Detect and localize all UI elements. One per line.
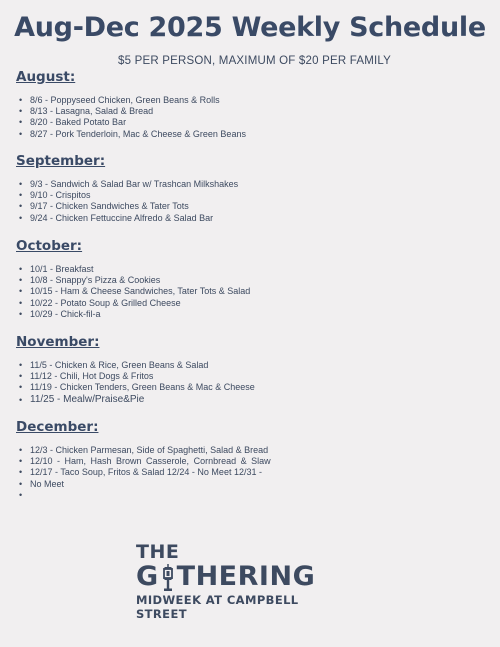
logo-wordmark (136, 563, 336, 591)
menu-list (16, 95, 486, 140)
list-item: • 10/29 - Chick-fil-a (16, 309, 486, 320)
list-item: • 8/27 - Pork Tenderloin, Mac & Cheese & Green Beans (16, 129, 486, 140)
list-item: • 12/17 - Taco Soup, Fritos & Salad 12/24 - No Meet 12/31 - (16, 467, 486, 478)
list-item: • 9/10 - Crispitos (16, 190, 486, 201)
month-section-september (16, 153, 486, 224)
list-item: • 10/15 - Ham & Cheese Sandwiches, Tater Tots & Salad (16, 286, 486, 297)
list-item: • 10/1 - Breakfast (16, 264, 486, 275)
month-section-october (16, 238, 486, 320)
logo-tagline: MIDWEEK AT CAMPBELL STREET (136, 593, 299, 621)
list-item (16, 490, 486, 501)
month-heading: December: (16, 419, 99, 435)
month-heading: October: (16, 238, 83, 254)
menu-list (16, 264, 486, 320)
list-item: • 8/6 - Poppyseed Chicken, Green Beans & Rolls (16, 95, 486, 106)
menu-list (16, 360, 486, 406)
list-item: • 9/3 - Sandwich & Salad Bar w/ Trashcan Milkshakes (16, 179, 486, 190)
month-section-december (16, 419, 486, 501)
lamppost-icon (160, 563, 176, 591)
month-heading: November: (16, 334, 100, 350)
month-section-august (16, 69, 486, 140)
month-heading: August: (16, 69, 76, 85)
list-item: • 12/3 - Chicken Parmesan, Side of Spaghetti, Salad & Bread (16, 445, 486, 456)
menu-list (16, 179, 486, 224)
list-item: • 10/22 - Potato Soup & Grilled Cheese (16, 298, 486, 309)
month-section-november (16, 334, 486, 406)
list-item: • 9/24 - Chicken Fettuccine Alfredo & Salad Bar (16, 213, 486, 224)
list-item: • 9/17 - Chicken Sandwiches & Tater Tots (16, 201, 486, 212)
menu-list (16, 445, 486, 501)
the-gathering-logo (136, 542, 336, 621)
list-item: • 11/25 - Mealw/Praise&Pie (16, 394, 486, 407)
list-item: • 10/8 - Snappy's Pizza & Cookies (16, 275, 486, 286)
list-item: • 11/19 - Chicken Tenders, Green Beans & Mac & Cheese (16, 382, 486, 393)
list-item: • 8/20 - Baked Potato Bar (16, 117, 486, 128)
logo-letters-thering: THERING (176, 561, 316, 592)
page-subtitle: $5 PER PERSON, MAXIMUM OF $20 PER FAMILY (118, 55, 391, 67)
month-heading: September: (16, 153, 106, 169)
list-item: • 11/5 - Chicken & Rice, Green Beans & Salad (16, 360, 486, 371)
list-item: • 11/12 - Chili, Hot Dogs & Fritos (16, 371, 486, 382)
list-item: • No Meet (16, 479, 486, 490)
logo-letter-g: G (136, 561, 159, 592)
list-item: • 8/13 - Lasagna, Salad & Bread (16, 106, 486, 117)
logo-line-the: THE (136, 541, 180, 563)
list-item: • 12/10 - Ham, Hash Brown Casserole, Cornbread & Slaw (16, 456, 486, 467)
page-title: Aug-Dec 2025 Weekly Schedule (14, 12, 486, 43)
